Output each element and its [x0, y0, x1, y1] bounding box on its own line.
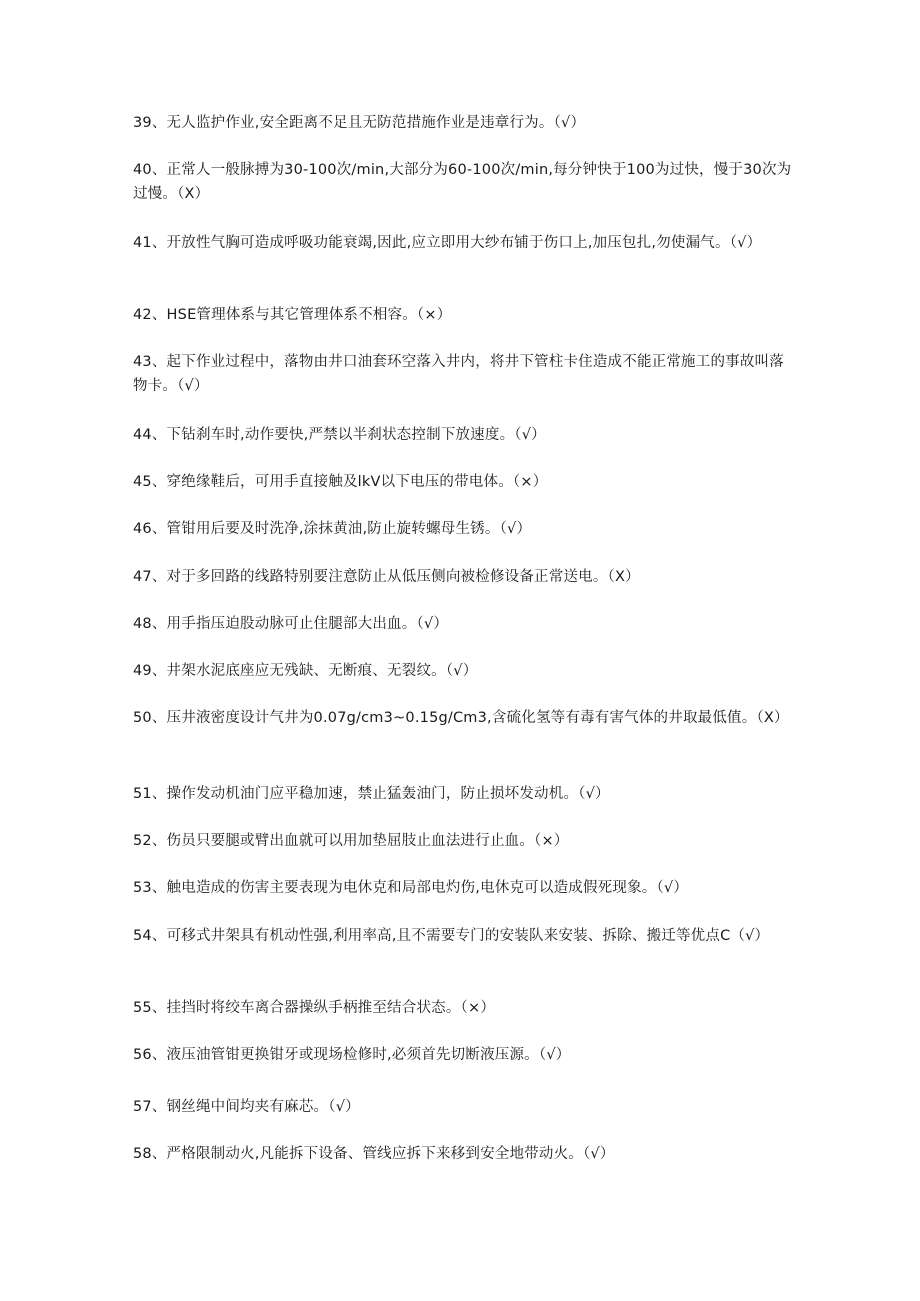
question-number: 47	[133, 569, 152, 585]
question-44	[133, 423, 793, 447]
question-text: 、挂挡时将绞车离合器操纵手柄推至结合状态。（×）	[151, 1000, 496, 1016]
question-57	[133, 1095, 793, 1119]
question-number: 45	[133, 474, 152, 490]
question-text: 、对于多回路的线路特别要注意防止从低压侧向被检修设备正常送电。（X）	[151, 569, 640, 585]
question-number: 39	[133, 115, 152, 131]
question-text: 、无人监护作业,安全距离不足且无防范措施作业是违章行为。（√）	[151, 115, 586, 131]
question-number: 57	[133, 1099, 152, 1115]
question-number: 40	[133, 162, 152, 178]
question-text: 、液压油管钳更换钳牙或现场检修时,必须首先切断液压源。（√）	[151, 1047, 571, 1063]
question-text: 、严格限制动火,凡能拆下设备、管线应拆下来移到安全地带动火。（√）	[151, 1146, 615, 1162]
question-47	[133, 565, 793, 589]
question-45	[133, 470, 793, 494]
question-number: 54	[133, 928, 152, 944]
question-number: 51	[133, 786, 152, 802]
question-text: 、管钳用后要及时洗净,涂抹黄油,防止旋转螺母生锈。（√）	[151, 521, 532, 537]
question-text: 、HSE管理体系与其它管理体系不相容。（×）	[151, 307, 452, 323]
question-58	[133, 1142, 793, 1166]
question-41	[133, 231, 793, 255]
question-text: 、穿绝缘鞋后，可用手直接触及lkV以下电压的带电体。（×）	[151, 474, 548, 490]
question-number: 42	[133, 307, 152, 323]
question-46	[133, 517, 793, 541]
question-40	[133, 158, 793, 206]
question-text: 、操作发动机油门应平稳加速，禁止猛轰油门，防止损坏发动机。（√）	[151, 786, 610, 802]
question-53	[133, 876, 793, 900]
question-text: 、钢丝绳中间均夹有麻芯。（√）	[151, 1099, 360, 1115]
question-text: 、压井液密度设计气井为0.07g/cm3~0.15g/Cm3,含硫化氢等有毒有害气体的井取最低值。（X）	[151, 710, 789, 726]
question-number: 46	[133, 521, 152, 537]
question-55	[133, 996, 793, 1020]
question-number: 50	[133, 710, 152, 726]
question-number: 52	[133, 833, 152, 849]
question-51	[133, 782, 793, 806]
question-number: 58	[133, 1146, 152, 1162]
question-text: 、起下作业过程中，落物由井口油套环空落入井内，将井下管柱卡住造成不能正常施工的事故叫落物卡。（√）	[133, 354, 784, 394]
question-56	[133, 1043, 793, 1067]
question-text: 、正常人一般脉搏为30-100次/min,大部分为60-100次/min,每分钟快于100为过快，慢于30次为过慢。（X）	[133, 162, 792, 202]
question-text: 、可移式井架具有机动性强,利用率高,且不需要专门的安装队来安装、拆除、搬迁等优点C（√）	[151, 928, 770, 944]
question-number: 56	[133, 1047, 152, 1063]
question-43	[133, 350, 793, 398]
question-52	[133, 829, 793, 853]
question-text: 、井架水泥底座应无残缺、无断痕、无裂纹。（√）	[151, 663, 478, 679]
question-number: 55	[133, 1000, 152, 1016]
question-number: 43	[133, 354, 152, 370]
question-50	[133, 706, 793, 730]
question-39	[133, 111, 793, 135]
question-48	[133, 612, 793, 636]
question-49	[133, 659, 793, 683]
question-number: 48	[133, 616, 152, 632]
question-text: 、开放性气胸可造成呼吸功能衰竭,因此,应立即用大纱布铺于伤口上,加压包扎,勿使漏气。（√）	[151, 235, 762, 251]
question-text: 、用手指压迫股动脉可止住腿部大出血。（√）	[151, 616, 449, 632]
question-number: 41	[133, 235, 152, 251]
question-text: 、伤员只要腿或臂出血就可以用加垫屈肢止血法进行止血。（×）	[151, 833, 569, 849]
question-number: 53	[133, 880, 152, 896]
question-54	[133, 924, 793, 948]
question-42	[133, 303, 793, 327]
question-number: 44	[133, 427, 152, 443]
question-text: 、下钻刹车时,动作要快,严禁以半刹状态控制下放速度。（√）	[151, 427, 546, 443]
question-number: 49	[133, 663, 152, 679]
question-text: 、触电造成的伤害主要表现为电休克和局部电灼伤,电休克可以造成假死现象。（√）	[151, 880, 689, 896]
